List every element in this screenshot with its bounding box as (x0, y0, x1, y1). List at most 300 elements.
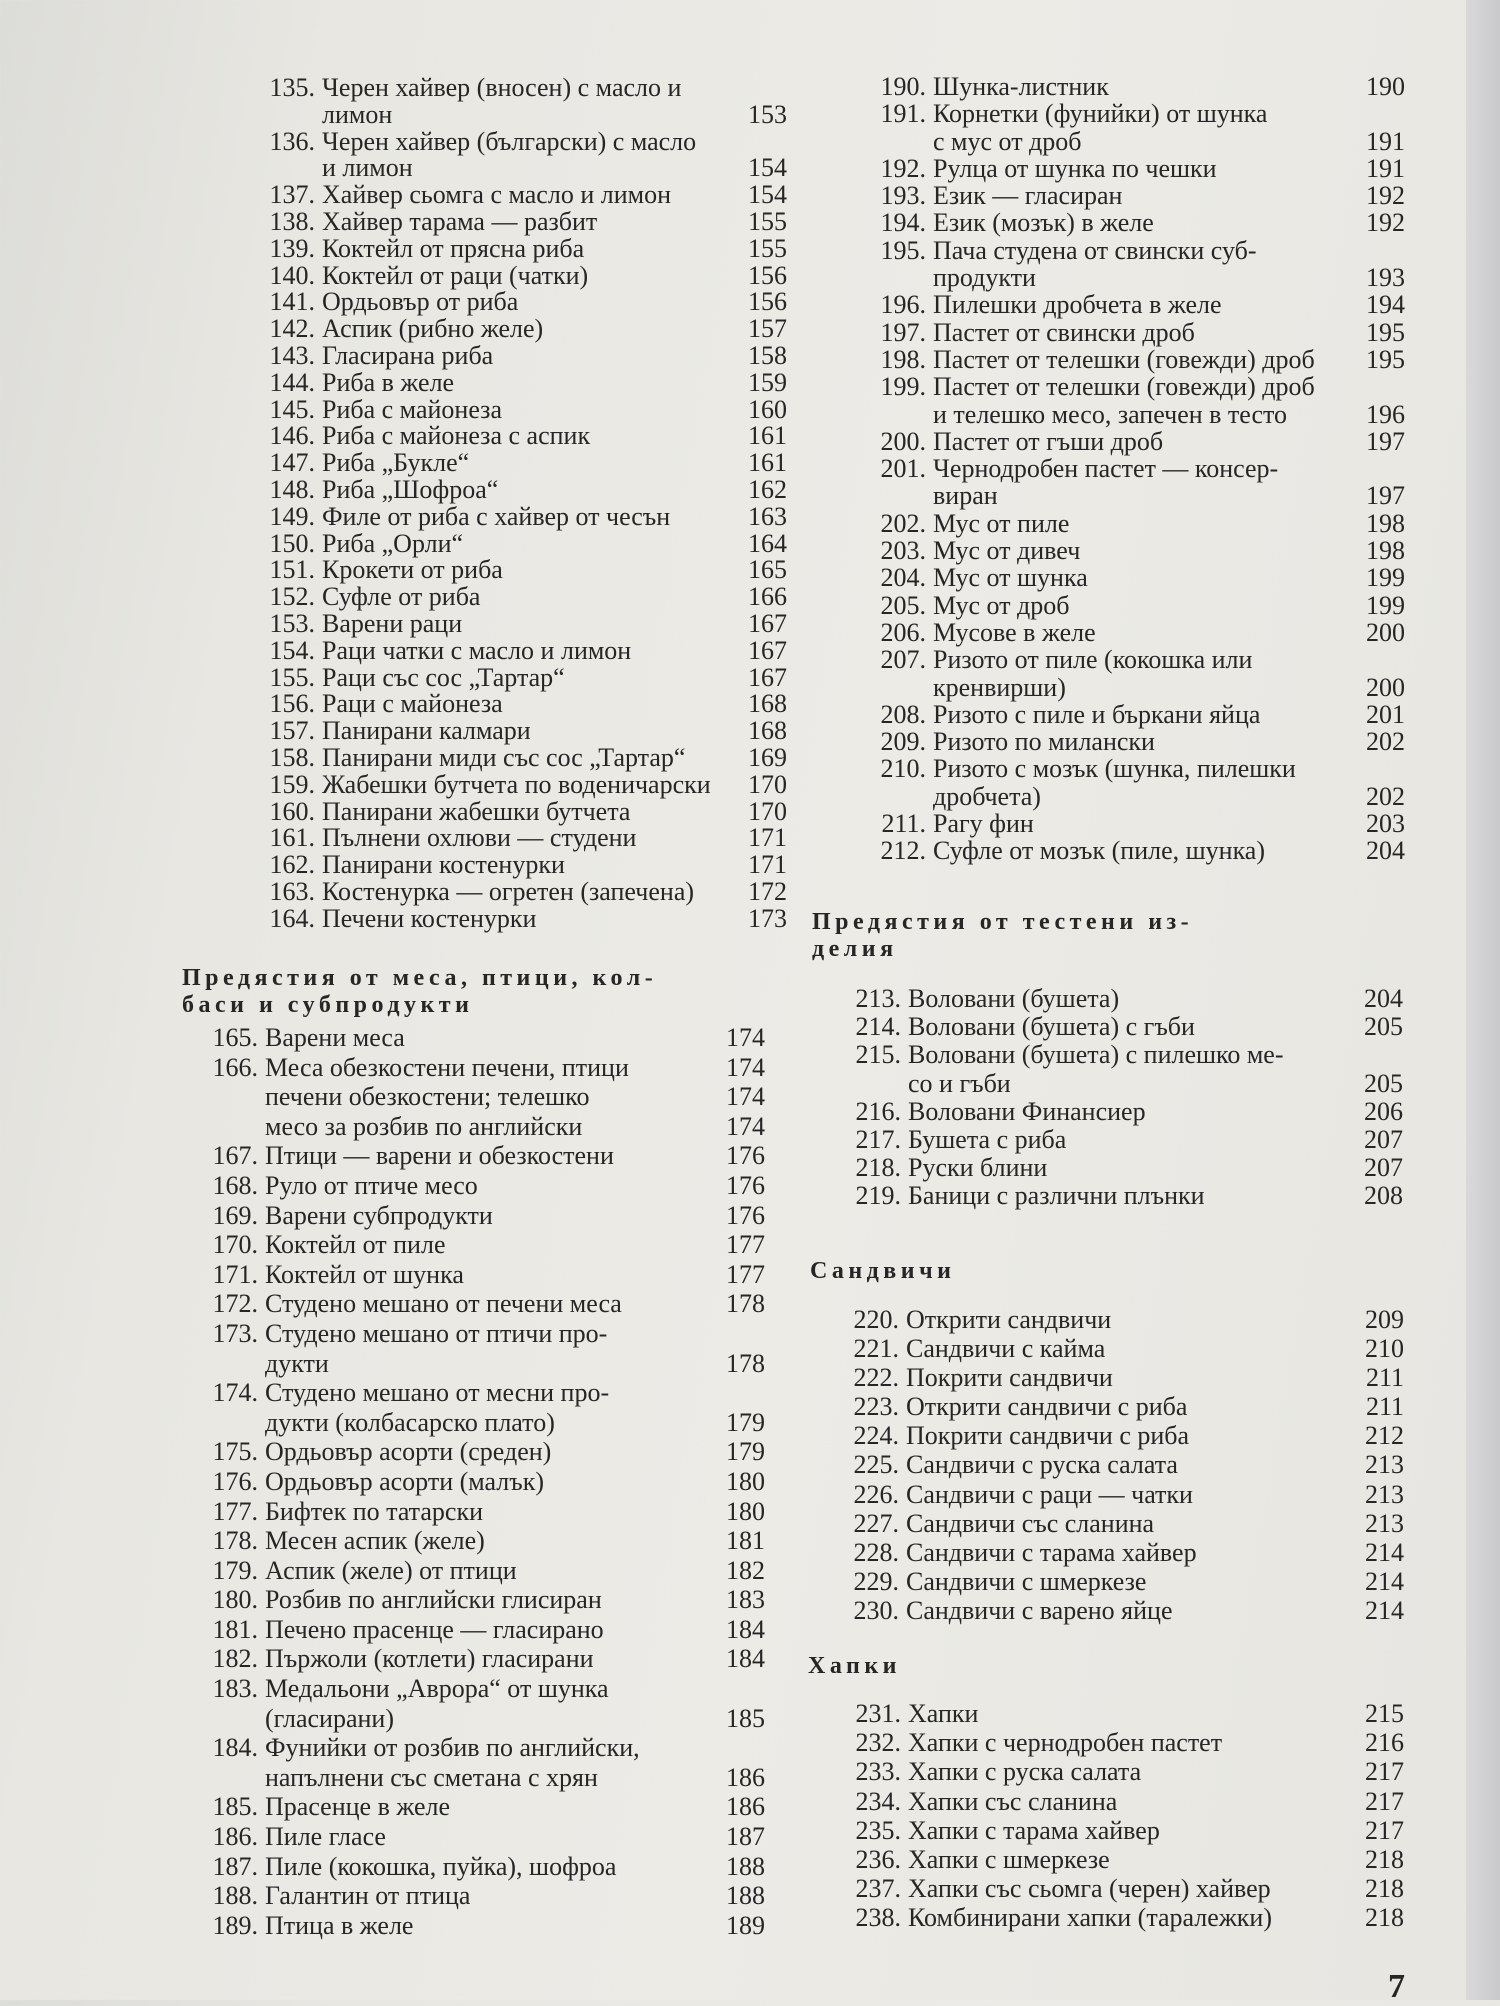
entry-title: Костенурка — огретен (запечена) (322, 876, 695, 906)
entry-page-number: 205 (1364, 1068, 1403, 1098)
entry-page-number: 217 (1365, 1815, 1404, 1845)
entry-title: Фунийки от розбив по английски, (265, 1733, 640, 1763)
toc-entry-line (800, 1699, 1404, 1728)
toc-entry-line (190, 501, 787, 531)
entry-number: 178. (212, 1526, 258, 1556)
entry-number: 209. (880, 727, 926, 757)
entry-page-number: 211 (1365, 1392, 1404, 1422)
toc-entry (190, 316, 787, 343)
entry-page-number: 155 (748, 233, 787, 263)
toc-entry-line (190, 260, 787, 290)
entry-title: Раци с майонеза (322, 689, 503, 719)
entry-number: 213. (855, 984, 901, 1013)
entry-title: Гласирана риба (322, 340, 494, 370)
toc-entry (190, 903, 787, 933)
toc-entry (150, 1674, 765, 1733)
entry-title: Хапки с тарама хайвер (908, 1815, 1160, 1845)
entry-title: Бифтек по татарски (265, 1496, 483, 1526)
entry-page-number: 176 (726, 1141, 765, 1171)
toc-entry-line (190, 825, 787, 852)
section-heading-pastry (812, 909, 1193, 963)
toc-entry-line (150, 1674, 765, 1704)
toc-entry-line (150, 1053, 765, 1083)
entry-page-number: 161 (748, 448, 787, 478)
entry-title: Черен хайвер (български) с масло (322, 126, 697, 156)
entry-number: 223. (853, 1392, 899, 1422)
toc-entry (800, 1098, 1403, 1126)
toc-entry-line (150, 1408, 765, 1438)
entry-number: 215. (855, 1040, 901, 1070)
entry-page-number (1355, 373, 1405, 400)
entry-page-number: 218 (1365, 1903, 1404, 1933)
entry-number: 225. (853, 1450, 899, 1480)
entry-number (820, 264, 933, 291)
entry-page-number: 211 (1365, 1363, 1404, 1393)
entry-page-number: 168 (748, 716, 787, 746)
entry-page-number: 207 (1364, 1153, 1403, 1183)
toc-entry (800, 1126, 1403, 1154)
entry-title: Пастет от гъши дроб (933, 426, 1164, 456)
entry-page-number: 167 (748, 662, 787, 692)
toc-entry (820, 455, 1405, 510)
toc-entry (800, 1334, 1404, 1363)
entry-title: Баници с различни плънки (908, 1181, 1205, 1211)
entry-title: Сандвичи с шмеркезе (906, 1566, 1147, 1596)
entry-title: Пиле гласе (265, 1822, 386, 1852)
entry-page-number: 170 (748, 796, 787, 826)
toc-entry-line (190, 742, 787, 772)
toc-entry (190, 450, 787, 477)
entry-page-number: 167 (748, 635, 787, 665)
entry-page-number: 191 (1366, 153, 1405, 183)
toc-entry (820, 619, 1405, 646)
entry-number: 235. (855, 1815, 901, 1845)
toc-entry (820, 237, 1405, 292)
entry-page-number: 155 (748, 206, 787, 236)
entry-title: месо за розбив по английски (265, 1111, 583, 1141)
toc-entry-line (800, 1363, 1404, 1392)
entry-title: Варени раци (322, 608, 463, 638)
entry-page-number: 177 (726, 1230, 765, 1260)
toc-entry-line (150, 1792, 765, 1822)
entry-number: 179. (212, 1555, 258, 1585)
entry-title: Воловани (бушета) с гъби (908, 1012, 1195, 1042)
toc-entry-line (190, 182, 787, 209)
toc-entry (820, 209, 1405, 236)
toc-entry-line (190, 474, 787, 504)
entry-title: дробчета) (933, 781, 1041, 811)
toc-entry (190, 635, 787, 665)
entry-title: Ризото от пиле (кокошка или (933, 645, 1253, 675)
toc-entry (190, 718, 787, 745)
entry-number (150, 1349, 265, 1379)
entry-title: дукти (колбасарско плато) (265, 1407, 555, 1437)
toc-entry (800, 1538, 1404, 1567)
entry-title: Хайвер сьомга с масло и лимон (322, 180, 671, 210)
entry-number: 238. (855, 1903, 901, 1933)
entry-page-number: 177 (726, 1259, 765, 1289)
toc-entry (190, 126, 787, 183)
toc-entry-line (150, 1644, 765, 1674)
entry-page-number: 188 (726, 1881, 765, 1911)
entry-title: Риба „Букле“ (322, 448, 470, 478)
entry-page-number: 204 (1366, 836, 1405, 866)
toc-entry-line (150, 1378, 765, 1408)
entry-title: Панирани жабешки бутчета (322, 796, 631, 826)
entry-number: 172. (212, 1289, 258, 1319)
entry-title: Мус от дроб (933, 590, 1070, 620)
entry-page-number: 174 (726, 1111, 765, 1141)
entry-title: Студено мешано от печени меса (265, 1289, 622, 1319)
entry-page-number: 187 (726, 1822, 765, 1852)
entry-number: 137. (269, 180, 315, 210)
toc-entry-line (820, 482, 1405, 509)
entry-page-number: 209 (1365, 1305, 1404, 1334)
entry-number: 160. (269, 796, 315, 826)
toc-entry (820, 564, 1405, 591)
entry-page-number: 196 (1366, 399, 1405, 429)
toc-entry (800, 1903, 1404, 1932)
entry-number: 184. (212, 1733, 258, 1763)
toc-entry-line (800, 1816, 1404, 1845)
toc-entry-line (800, 1154, 1403, 1182)
toc-entry (150, 1822, 765, 1852)
entry-number: 141. (269, 287, 315, 317)
entry-title: с мус от дроб (933, 126, 1082, 156)
entry-number: 135. (269, 73, 315, 102)
toc-entry-line (150, 1171, 765, 1201)
entry-title: Суфле от мозък (пиле, шунка) (933, 836, 1266, 866)
entry-title: Рулца от шунка по чешки (933, 153, 1217, 183)
entry-title: Панирани калмари (322, 716, 531, 746)
entry-title: Пържоли (котлети) гласирани (265, 1644, 594, 1674)
toc-entry (150, 1260, 765, 1290)
entry-page-number: 154 (748, 153, 787, 183)
entry-page-number: 164 (748, 528, 787, 558)
toc-entry (190, 182, 787, 209)
entry-page-number: 180 (726, 1466, 765, 1496)
entry-number: 143. (269, 340, 315, 370)
entry-number: 185. (212, 1792, 258, 1822)
entry-title: Ордьовър от риба (322, 287, 519, 317)
entry-number: 212. (880, 836, 926, 866)
entry-page-number: 174 (726, 1082, 765, 1112)
entry-page-number: 198 (1366, 536, 1405, 566)
toc-entry (800, 1421, 1404, 1450)
heading-line: делия (812, 936, 898, 962)
toc-entry (800, 985, 1403, 1013)
toc-entry-line (820, 264, 1405, 291)
heading-line: Хапки (808, 1653, 901, 1679)
toc-entry (800, 1392, 1404, 1421)
toc-entry-line (190, 423, 787, 450)
entry-title: Сандвичи с тарама хайвер (906, 1537, 1197, 1567)
toc-entry-line (800, 1098, 1403, 1126)
entry-page-number: 174 (726, 1052, 765, 1082)
entry-title: Сандвичи с руска салата (906, 1450, 1178, 1480)
toc-entry-line (820, 401, 1405, 428)
entry-number: 146. (269, 421, 315, 451)
entry-number: 233. (855, 1757, 901, 1787)
entry-title: Хапки с руска салата (908, 1757, 1142, 1787)
entry-title: Руски блини (908, 1153, 1048, 1183)
entry-title: Покрити сандвичи с риба (906, 1421, 1190, 1451)
entry-page-number: 200 (1366, 617, 1405, 647)
toc-entry (150, 1497, 765, 1527)
entry-title: Мус от дивеч (933, 536, 1081, 566)
entry-page-number (1355, 100, 1405, 127)
entry-title: Хапки с шмеркезе (908, 1845, 1110, 1875)
toc-entry (800, 1013, 1403, 1041)
entry-page-number: 186 (726, 1792, 765, 1822)
section-heading-bites (808, 1653, 901, 1680)
entry-number: 163. (269, 876, 315, 906)
entry-title: Меса обезкостени печени, птици (265, 1052, 629, 1082)
entry-page-number: 156 (748, 287, 787, 317)
entry-page-number: 208 (1364, 1181, 1403, 1211)
entry-number: 170. (212, 1230, 258, 1260)
toc-entry-line (150, 1852, 765, 1882)
toc-entry-line (820, 346, 1405, 373)
toc-entry (150, 1201, 765, 1231)
entry-title: Ризото по милански (933, 727, 1155, 757)
toc-entry (190, 474, 787, 504)
entry-number: 149. (269, 501, 315, 531)
toc-entry (800, 1567, 1404, 1596)
toc-entry (800, 1816, 1404, 1845)
toc-entry-line (150, 1526, 765, 1556)
toc-entry (150, 1141, 765, 1171)
entry-number: 148. (269, 474, 315, 504)
toc-entry-line (800, 1421, 1404, 1450)
toc-entry (150, 1615, 765, 1645)
entry-title: Коктейл от пиле (265, 1230, 446, 1260)
entry-title: со и гъби (908, 1068, 1011, 1098)
entry-page-number: 215 (1365, 1699, 1404, 1728)
toc-entry-line (800, 1392, 1404, 1421)
entry-page-number: 200 (1366, 672, 1405, 702)
entry-number: 180. (212, 1585, 258, 1615)
entry-title: Пача студена от свински суб- (933, 235, 1257, 265)
entry-page-number: 204 (1364, 984, 1403, 1013)
toc-entry-line (190, 691, 787, 718)
entry-number: 164. (269, 903, 315, 933)
entry-page-number: 182 (726, 1555, 765, 1585)
toc-entry (190, 608, 787, 638)
entry-page-number: 203 (1366, 809, 1405, 839)
entry-number (150, 1704, 265, 1734)
entry-page-number: 176 (726, 1200, 765, 1230)
toc-entry (820, 837, 1405, 864)
entry-title: Мус от шунка (933, 563, 1088, 593)
entry-page-number: 216 (1365, 1728, 1404, 1758)
entry-page-number: 174 (726, 1023, 765, 1052)
toc-entry (150, 1230, 765, 1260)
entry-title: Студено мешано от птичи про- (265, 1318, 608, 1348)
entry-page-number: 198 (1366, 508, 1405, 538)
heading-line: Предястия от тестени из- (812, 909, 1194, 935)
toc-entry (150, 1911, 765, 1941)
entry-title: Панирани миди със сос „Тартар“ (322, 742, 686, 772)
toc-entry (150, 1378, 765, 1437)
entry-number: 229. (853, 1566, 899, 1596)
toc-entry (150, 1792, 765, 1822)
entry-number: 188. (212, 1881, 258, 1911)
toc-entry-line (150, 1704, 765, 1734)
entry-number: 152. (269, 582, 315, 612)
entry-number: 150. (269, 528, 315, 558)
toc-entry-line (800, 1070, 1403, 1098)
entry-number: 190. (880, 72, 926, 101)
toc-group-pastry (800, 985, 1403, 1211)
toc-entry-line (820, 701, 1405, 728)
entry-title: Риба с майонеза (322, 394, 502, 424)
entry-number: 231. (855, 1699, 901, 1728)
entry-number: 199. (880, 372, 926, 402)
entry-title: Печени костенурки (322, 903, 537, 933)
entry-number: 230. (853, 1595, 899, 1625)
toc-entry-line (820, 319, 1405, 346)
toc-entry-line (190, 852, 787, 879)
toc-entry-line (820, 428, 1405, 455)
entry-number (150, 1408, 265, 1438)
entry-title: Панирани костенурки (322, 850, 565, 880)
entry-number (820, 401, 933, 428)
entry-page-number: 199 (1366, 590, 1405, 620)
entry-number: 219. (855, 1181, 901, 1211)
toc-entry-line (800, 1305, 1404, 1334)
entry-number: 156. (269, 689, 315, 719)
toc-entry-line (190, 718, 787, 745)
toc-entry (150, 1171, 765, 1201)
toc-entry-line (820, 728, 1405, 755)
toc-entry (150, 1556, 765, 1586)
entry-page-number: 171 (748, 823, 787, 853)
entry-title: Ордьовър асорти (среден) (265, 1437, 552, 1467)
heading-line: баси и субпродукти (182, 992, 474, 1018)
entry-number: 151. (269, 555, 315, 585)
toc-entry (150, 1023, 765, 1053)
entry-page-number: 202 (1366, 727, 1405, 757)
entry-number: 221. (853, 1334, 899, 1364)
entry-number: 205. (880, 590, 926, 620)
entry-number: 165. (212, 1023, 258, 1052)
entry-page-number: 173 (748, 903, 787, 933)
entry-number: 236. (855, 1845, 901, 1875)
entry-page-number (715, 1378, 765, 1408)
toc-entry-line (190, 394, 787, 424)
toc-entry-line (150, 1289, 765, 1319)
entry-page-number: 217 (1365, 1786, 1404, 1816)
toc-entry-line (820, 537, 1405, 564)
entry-number: 138. (269, 206, 315, 236)
toc-entry (800, 1757, 1404, 1786)
entry-page-number: 172 (748, 876, 787, 906)
entry-page-number: 178 (726, 1348, 765, 1378)
entry-title: Език (мозък) в желе (933, 208, 1154, 238)
entry-page-number: 161 (748, 421, 787, 451)
toc-entry-line (820, 182, 1405, 209)
entry-number: 232. (855, 1728, 901, 1758)
entry-number: 162. (269, 850, 315, 880)
toc-entry-line (190, 584, 787, 611)
toc-entry (820, 428, 1405, 455)
entry-title: и лимон (322, 153, 413, 183)
entry-number (820, 674, 933, 701)
toc-entry (190, 742, 787, 772)
toc-entry-line (150, 1615, 765, 1645)
entry-number: 208. (880, 699, 926, 729)
entry-title: Сандвичи с раци — чатки (906, 1479, 1193, 1509)
entry-number: 175. (212, 1437, 258, 1467)
toc-entry-line (820, 810, 1405, 837)
entry-page-number: 207 (1364, 1125, 1403, 1155)
toc-entry-line (820, 619, 1405, 646)
entry-title: Прасенце в желе (265, 1792, 451, 1822)
toc-entry-line (190, 289, 787, 316)
toc-entry-line (190, 450, 787, 477)
toc-entry-line (190, 233, 787, 263)
entry-number: 154. (269, 635, 315, 665)
entry-number: 201. (880, 454, 926, 484)
entry-title: Корнетки (фунийки) от шунка (933, 99, 1268, 129)
entry-title: Риба „Орли“ (322, 528, 464, 558)
toc-entry (820, 182, 1405, 209)
toc-entry-line (150, 1082, 765, 1112)
entry-title: Воловани Финансиер (908, 1096, 1146, 1126)
toc-entry (150, 1852, 765, 1882)
entry-page-number (737, 75, 787, 102)
entry-page-number: 180 (726, 1496, 765, 1526)
entry-number: 226. (853, 1479, 899, 1509)
toc-entry-line (150, 1822, 765, 1852)
toc-entry-line (190, 662, 787, 692)
toc-entry (800, 1154, 1403, 1182)
entry-page-number: 179 (726, 1407, 765, 1437)
toc-entry (820, 510, 1405, 537)
entry-title: продукти (933, 263, 1036, 293)
toc-entry (800, 1845, 1404, 1874)
toc-group-sandwiches (800, 1305, 1404, 1625)
entry-title: Печено прасенце — гласирано (265, 1614, 604, 1644)
entry-title: Крокети от риба (322, 555, 503, 585)
entry-number: 197. (880, 317, 926, 347)
toc-entry-line (190, 155, 787, 182)
toc-group-meat (150, 1023, 765, 1940)
toc-entry (800, 1787, 1404, 1816)
entry-title: Варени субпродукти (265, 1200, 493, 1230)
entry-title: Шунка-листник (933, 72, 1109, 101)
toc-entry (820, 373, 1405, 428)
page-edge-shadow (1466, 0, 1500, 2000)
toc-entry-line (800, 1041, 1403, 1069)
entry-number (190, 155, 322, 182)
entry-page-number: 195 (1366, 317, 1405, 347)
entry-number: 196. (880, 290, 926, 320)
entry-title: лимон (322, 99, 393, 129)
toc-entry (150, 1437, 765, 1467)
toc-entry (150, 1319, 765, 1378)
toc-entry-line (150, 1112, 765, 1142)
entry-number: 204. (880, 563, 926, 593)
toc-entry (820, 701, 1405, 728)
toc-entry-line (800, 1182, 1403, 1210)
entry-page-number: 205 (1364, 1012, 1403, 1042)
toc-entry-line (150, 1319, 765, 1349)
toc-entry (190, 584, 787, 611)
entry-number: 139. (269, 233, 315, 263)
entry-title: Студено мешано от месни про- (265, 1378, 610, 1408)
